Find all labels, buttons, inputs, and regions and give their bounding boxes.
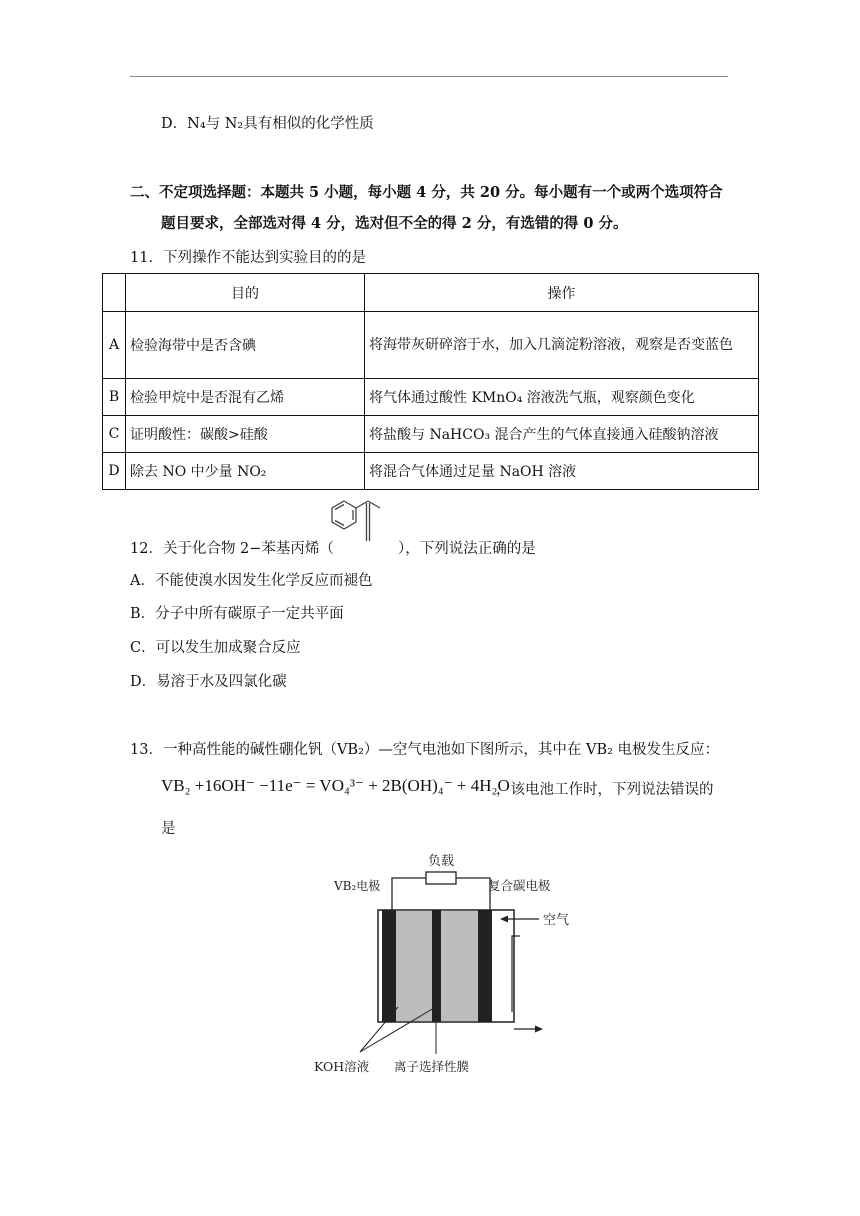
q13-stem-continued: ，该电池工作时，下列说法错误的 bbox=[496, 782, 714, 798]
q13-stem: 13．一种高性能的碱性硼化钒（VB₂）—空气电池如下图所示，其中在 VB₂ 电极发生反应： bbox=[130, 742, 720, 758]
row-letter: A bbox=[103, 312, 126, 379]
load-resistor bbox=[426, 872, 456, 884]
row-letter: D bbox=[103, 453, 126, 490]
load-label: 负载 bbox=[427, 854, 455, 869]
q12-option-c: C．可以发生加成聚合反应 bbox=[130, 640, 301, 656]
vb2-electrode-label: VB₂电极 bbox=[334, 879, 381, 893]
air-label: 空气 bbox=[543, 913, 570, 928]
koh-solution-left bbox=[396, 910, 432, 1022]
row-operation: 将气体通过酸性 KMnO₄ 溶液洗气瓶，观察颜色变化 bbox=[365, 379, 759, 416]
q13-stem-end: 是 bbox=[161, 821, 176, 837]
section2-instruction-line2: 题目要求，全部选对得 4 分，选对但不全的得 2 分，有选错的得 0 分。 bbox=[161, 215, 628, 232]
table-row bbox=[103, 379, 759, 416]
q12-stem-start: 12．关于化合物 2−苯基丙烯（ bbox=[130, 541, 334, 557]
q11-stem: 11．下列操作不能达到实验目的的是 bbox=[130, 250, 366, 266]
q12-option-d: D．易溶于水及四氯化碳 bbox=[130, 674, 287, 690]
row-letter: B bbox=[103, 379, 126, 416]
q12-option-b: B．分子中所有碳原子一定共平面 bbox=[130, 606, 344, 622]
membrane-label: 离子选择性膜 bbox=[394, 1059, 470, 1074]
table-row bbox=[103, 416, 759, 453]
row-letter: C bbox=[103, 416, 126, 453]
table-header-row bbox=[103, 274, 759, 312]
table-row bbox=[103, 312, 759, 379]
koh-solution-right bbox=[441, 910, 478, 1022]
table-header-purpose: 目的 bbox=[126, 274, 365, 312]
koh-label: KOH溶液 bbox=[314, 1059, 370, 1074]
table-row bbox=[103, 453, 759, 490]
row-operation: 将盐酸与 NaHCO₃ 混合产生的气体直接通入硅酸钠溶液 bbox=[365, 416, 759, 453]
q12-stem-end: ），下列说法正确的是 bbox=[398, 541, 536, 557]
battery-diagram bbox=[300, 840, 590, 1080]
table-header-blank bbox=[103, 274, 126, 312]
row-purpose: 除去 NO 中少量 NO₂ bbox=[126, 453, 365, 490]
q11-table bbox=[102, 273, 759, 490]
page-header-rule bbox=[130, 76, 728, 77]
ion-selective-membrane bbox=[432, 910, 441, 1022]
carbon-electrode-label: 复合碳电极 bbox=[488, 878, 551, 893]
q13-equation: VB₂ +16OH⁻ −11e⁻ = VO₄³⁻ + 2B(OH)₄⁻ + 4H₂O bbox=[161, 776, 510, 795]
air-outlet-arrow-icon bbox=[535, 1026, 543, 1033]
q10-option-d: D．N₄与 N₂具有相似的化学性质 bbox=[161, 116, 374, 132]
row-purpose: 检验甲烷中是否混有乙烯 bbox=[126, 379, 365, 416]
row-operation: 将混合气体通过足量 NaOH 溶液 bbox=[365, 453, 759, 490]
q12-option-a: A．不能使溴水因发生化学反应而褪色 bbox=[130, 573, 373, 589]
section2-instruction-line1: 二、不定项选择题：本题共 5 小题，每小题 4 分，共 20 分。每小题有一个或两个选项符合 bbox=[130, 184, 723, 201]
row-purpose: 检验海带中是否含碘 bbox=[126, 312, 365, 379]
2-phenylpropene-structure-image bbox=[322, 497, 398, 553]
composite-carbon-electrode bbox=[478, 910, 492, 1022]
table-header-operation: 操作 bbox=[365, 274, 759, 312]
row-operation: 将海带灰研碎溶于水，加入几滴淀粉溶液，观察是否变蓝色 bbox=[365, 312, 759, 379]
row-purpose: 证明酸性：碳酸>硅酸 bbox=[126, 416, 365, 453]
vb2-electrode bbox=[382, 910, 396, 1022]
